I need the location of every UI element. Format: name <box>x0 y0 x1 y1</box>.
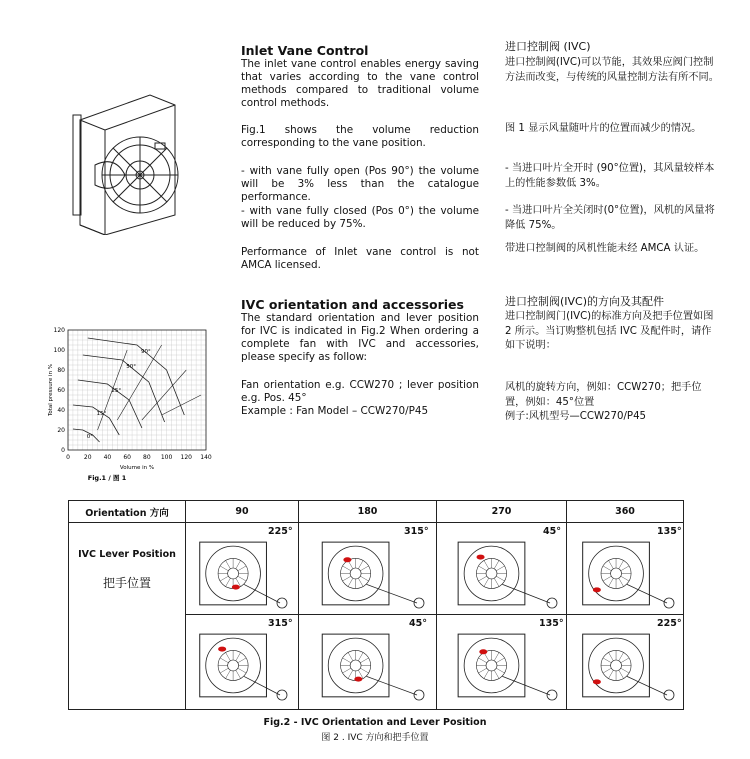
fan-blade <box>220 668 228 673</box>
fan-hub <box>486 568 497 579</box>
lever-position-label: IVC Lever Position <box>78 549 176 560</box>
fan-blade <box>496 566 504 571</box>
fan-hub <box>228 660 239 671</box>
fan-blade <box>226 560 231 568</box>
series-label-3: 50° <box>126 364 136 370</box>
series-line-4 <box>88 338 185 415</box>
fan-blade <box>603 566 611 571</box>
ivc-orientation-paragraph-2a: Fan orientation e.g. CCW270 ; lever position e.g. Pos. 45° <box>241 379 479 404</box>
degree-r1-c3: 45° <box>543 526 561 537</box>
fan-blade <box>478 668 486 673</box>
fan-blade <box>496 576 504 581</box>
fan-blade <box>360 566 368 571</box>
ivc-orientation-title-cn: 进口控制阀(IVC)的方向及其配件 <box>505 295 665 308</box>
fan-blade <box>226 670 231 678</box>
fan-blade <box>621 668 629 673</box>
x-axis-label: Volume in % <box>119 465 155 471</box>
fan-hub <box>486 660 497 671</box>
fan-blade <box>358 652 363 660</box>
inlet-vane-paragraph-3: - with vane fully open (Pos 90°) the volume will be 3% less than the catalogue performance. <box>241 165 479 203</box>
lever-position-label-cn: 把手位置 <box>102 576 151 590</box>
fig2-caption: Fig.2 - IVC Orientation and Lever Position <box>263 717 487 728</box>
fan-blade <box>609 652 614 660</box>
fan-blade <box>220 658 228 663</box>
inlet-vane-paragraph-1-cn: 进口控制阀(IVC)可以节能，其效果应阀门控制方法而改变，与传统的风量控制方法有所不同。 <box>505 57 719 83</box>
degree-r1-c4: 135° <box>657 526 682 537</box>
fig1-chart <box>38 322 218 487</box>
fan-blade <box>494 652 499 660</box>
inlet-vane-paragraph-3-cn: - 当进口叶片全开时 (90°位置)，其风量较样本上的性能参数低 3%。 <box>505 163 715 189</box>
lever-marker <box>477 555 485 560</box>
inlet-vane-paragraph-4: - with vane fully closed (Pos 0°) the volume will be reduced by 75%. <box>241 205 479 230</box>
fan-blade <box>619 578 624 586</box>
fan-blade <box>343 576 351 581</box>
fan-blade <box>343 658 351 663</box>
fan-diagram-180-upper <box>301 537 431 613</box>
column-header-360: 360 <box>615 506 635 517</box>
fan-blade <box>360 668 368 673</box>
y-axis-label: Total pressure in % <box>48 363 54 417</box>
fan-blade <box>621 576 629 581</box>
lever-marker <box>479 649 487 654</box>
fan-diagram-90-upper <box>189 537 294 613</box>
fan-blade <box>348 578 353 586</box>
lever-marker <box>343 557 351 562</box>
fan-blade <box>609 578 614 586</box>
fan-blade <box>609 670 614 678</box>
system-curve <box>117 345 161 420</box>
ivc-orientation-title: IVC orientation and accessories <box>241 297 464 312</box>
fan-hub <box>350 568 361 579</box>
fan-support <box>627 584 667 603</box>
fan-blade <box>358 560 363 568</box>
fan-blade <box>603 576 611 581</box>
y-tick-label: 100 <box>53 347 65 354</box>
fan-blade <box>348 670 353 678</box>
fan-motor <box>414 598 424 608</box>
fan-blade <box>238 566 246 571</box>
y-tick-label: 80 <box>57 367 65 374</box>
y-tick-label: 120 <box>53 327 65 334</box>
fan-blade <box>360 658 368 663</box>
fan-hub <box>611 660 622 671</box>
fan-blade <box>496 668 504 673</box>
fan-diagram-270-upper <box>439 537 564 613</box>
fan-diagram-360-lower <box>569 629 681 705</box>
fan-hub <box>228 568 239 579</box>
fan-blade <box>621 658 629 663</box>
inlet-vane-paragraph-2: Fig.1 shows the volume reduction corresponding to the vane position. <box>241 124 479 149</box>
degree-r2-c2: 45° <box>409 618 427 629</box>
fan-blade <box>238 576 246 581</box>
fan-diagram-180-lower <box>301 629 431 705</box>
x-tick-label: 0 <box>66 454 70 461</box>
column-header-180: 180 <box>357 506 378 517</box>
fan-blade <box>220 566 228 571</box>
fan-blade <box>358 578 363 586</box>
fan-support <box>627 676 667 695</box>
fan-blade <box>348 652 353 660</box>
degree-r2-c1: 315° <box>268 618 293 629</box>
fan-motor <box>547 598 557 608</box>
fan-hub <box>611 568 622 579</box>
inlet-vane-paragraph-1: The inlet vane control enables energy saving that varies according to the vane control methods compared to traditional volume control methods. <box>241 58 479 109</box>
column-header-270: 270 <box>491 506 512 517</box>
degree-r1-c1: 225° <box>268 526 293 537</box>
fig2-caption-cn: 图 2 . IVC 方向和把手位置 <box>321 733 429 743</box>
fan-blade <box>236 560 241 568</box>
lever-marker <box>232 585 240 590</box>
fan-blade <box>494 578 499 586</box>
degree-r1-c2: 315° <box>404 526 429 537</box>
column-header-90: 90 <box>235 506 249 517</box>
inlet-vane-title-cn: 进口控制阀 (IVC) <box>505 40 591 53</box>
series-label-0: 0° <box>86 434 94 440</box>
inlet-vane-paragraph-5-cn: 带进口控制阀的风机性能未经 AMCA 认证。 <box>505 243 705 254</box>
series-label-4: 90° <box>141 349 151 355</box>
fan-blade <box>496 658 504 663</box>
fan-hub <box>350 660 361 671</box>
inlet-vane-paragraph-4-cn: - 当进口叶片全关闭时(0°位置)，风机的风量将降低 75%。 <box>505 205 715 231</box>
series-label-1: 15° <box>96 411 107 417</box>
fan-motor <box>664 598 674 608</box>
inlet-vane-paragraph-5: Performance of Inlet vane control is not AMCA licensed. <box>241 246 479 271</box>
x-tick-label: 60 <box>123 454 131 461</box>
fan-blade <box>226 652 231 660</box>
fig1-caption: Fig.1 / 图 1 <box>87 474 127 482</box>
fan-blade <box>478 566 486 571</box>
ivc-orientation-paragraph-2b: Example : Fan Model – CCW270/P45 <box>241 405 429 417</box>
fan-blade <box>343 668 351 673</box>
x-tick-label: 100 <box>160 454 173 461</box>
fan-illustration <box>55 75 195 235</box>
x-tick-label: 40 <box>103 454 112 461</box>
fan-blade <box>478 658 486 663</box>
fan-blade <box>484 670 489 678</box>
fan-blade <box>238 658 246 663</box>
fan-blade <box>619 560 624 568</box>
fan-blade <box>236 652 241 660</box>
series-line-2 <box>78 380 142 428</box>
fan-blade <box>494 560 499 568</box>
fan-blade <box>226 578 231 586</box>
ivc-orientation-paragraph-1: The standard orientation and lever position for IVC is indicated in Fig.2 When ordering a complete fan with IVC and accessories, please specify as follow: <box>241 312 479 363</box>
fan-diagram-360-upper <box>569 537 681 613</box>
fan-diagram-90-lower <box>189 629 294 705</box>
inlet-vane-paragraph-2-cn: 图 1 显示风量随叶片的位置而减少的情况。 <box>505 123 702 134</box>
y-tick-label: 60 <box>57 387 65 394</box>
orientation-header-label: Orientation 方向 <box>85 507 169 519</box>
x-tick-label: 20 <box>83 454 92 461</box>
lever-marker <box>354 677 362 682</box>
fan-blade <box>494 670 499 678</box>
fan-blade <box>478 576 486 581</box>
ivc-orientation-paragraph-2a-cn: 风机的旋转方向，例如：CCW270；把手位置，例如：45°位置 <box>505 382 702 408</box>
inlet-vane-title: Inlet Vane Control <box>241 43 369 58</box>
orientation-table <box>68 500 684 710</box>
series-label-2: 25° <box>111 388 122 394</box>
x-tick-label: 120 <box>180 454 193 461</box>
fan-blade <box>621 566 629 571</box>
degree-r2-c3: 135° <box>539 618 564 629</box>
fan-motor <box>664 690 674 700</box>
x-tick-label: 140 <box>200 454 212 461</box>
fan-motor <box>414 690 424 700</box>
fan-motor <box>277 598 287 608</box>
fan-blade <box>603 668 611 673</box>
lever-marker <box>593 679 601 684</box>
fan-support <box>244 676 280 695</box>
fan-support <box>244 584 280 603</box>
fan-motor <box>547 690 557 700</box>
ivc-orientation-paragraph-1-cn: 进口控制阀门(IVC)的标准方向及把手位置如图 2 所示。当订购整机包括 IVC 及配件时，请作如下说明： <box>505 311 714 351</box>
fan-blade <box>343 566 351 571</box>
lever-marker <box>218 647 226 652</box>
y-tick-label: 20 <box>57 427 65 434</box>
fan-blade <box>360 576 368 581</box>
degree-r2-c4: 225° <box>657 618 682 629</box>
fan-blade <box>619 652 624 660</box>
y-tick-label: 40 <box>57 407 65 414</box>
lever-marker <box>593 587 601 592</box>
fan-blade <box>220 576 228 581</box>
y-tick-label: 0 <box>61 447 65 454</box>
fan-blade <box>484 560 489 568</box>
ivc-orientation-paragraph-2b-cn: 例子:风机型号—CCW270/P45 <box>505 411 647 422</box>
fan-blade <box>609 560 614 568</box>
fan-blade <box>603 658 611 663</box>
x-tick-label: 80 <box>143 454 151 461</box>
fan-blade <box>484 578 489 586</box>
fan-blade <box>236 670 241 678</box>
fan-blade <box>238 668 246 673</box>
fan-motor <box>277 690 287 700</box>
fan-diagram-270-lower <box>439 629 564 705</box>
fan-blade <box>619 670 624 678</box>
